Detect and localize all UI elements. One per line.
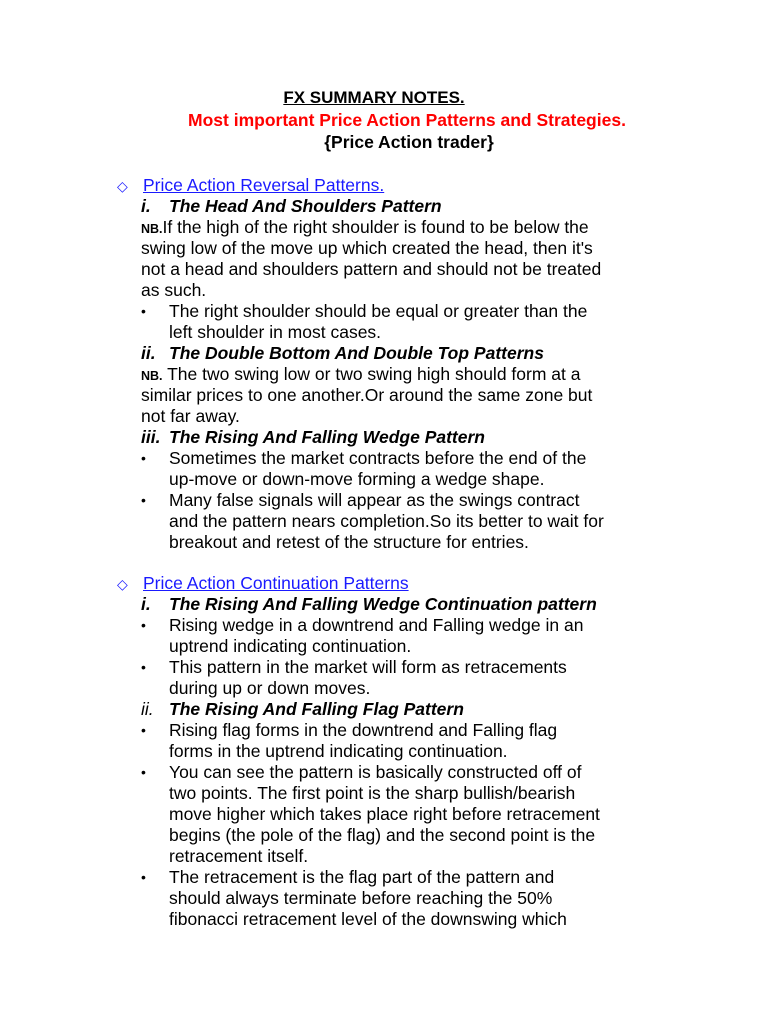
subheading-number: iii.	[141, 427, 161, 447]
bullet-dot-icon: •	[141, 617, 146, 633]
para-line: swing low of the move up which created the head, then it's	[141, 238, 593, 258]
bullet-line: This pattern in the market will form as retracements	[169, 657, 567, 677]
bullet-dot-icon: •	[141, 303, 146, 319]
para-line: not a head and shoulders pattern and should not be treated	[141, 259, 602, 279]
nb-label: NB.	[141, 369, 163, 383]
bullet-line: Many false signals will appear as the swings contract	[169, 490, 580, 510]
continuation-heading-link[interactable]: Price Action Continuation Patterns	[143, 573, 409, 593]
para-line: If the high of the right shoulder is found to be below the	[162, 217, 589, 237]
subheading-number: i.	[141, 594, 151, 614]
para-line: as such.	[141, 280, 207, 300]
bullet-line: move higher which takes place right before retracement	[169, 804, 600, 824]
para-line: The two swing low or two swing high should form at a	[162, 364, 581, 384]
subheading-title: The Double Bottom And Double Top Patterns	[169, 343, 544, 363]
bullet-line: The right shoulder should be equal or greater than the	[169, 301, 588, 321]
bullet-line: retracement itself.	[169, 846, 309, 866]
subheading-number: ii.	[141, 343, 156, 363]
bullet-dot-icon: •	[141, 869, 146, 885]
bullet-line: two points. The first point is the sharp bullish/bearish	[169, 783, 576, 803]
subheading-number: i.	[141, 196, 151, 216]
subheading-title: The Rising And Falling Wedge Pattern	[169, 427, 485, 447]
bullet-dot-icon: •	[141, 450, 146, 466]
section-continuation-heading	[117, 573, 409, 595]
subheading-double	[141, 343, 544, 364]
subheading-title: The Head And Shoulders Pattern	[169, 196, 442, 216]
diamond-bullet-icon: ◇	[117, 178, 128, 194]
bullet-line: breakout and retest of the structure for entries.	[169, 532, 529, 552]
bullet-line: uptrend indicating continuation.	[169, 636, 412, 656]
bullet-line: fibonacci retracement level of the downswing which	[169, 909, 567, 929]
para-line: similar prices to one another.Or around the same zone but	[141, 385, 593, 405]
bullet-line: and the pattern nears completion.So its better to wait for	[169, 511, 604, 531]
bullet-line: You can see the pattern is basically constructed off of	[169, 762, 582, 782]
subheading-flag	[141, 699, 464, 720]
bullet-line: begins (the pole of the flag) and the second point is the	[169, 825, 596, 845]
bullet-line: Rising wedge in a downtrend and Falling wedge in an	[169, 615, 584, 635]
reversal-heading-link[interactable]: Price Action Reversal Patterns.	[143, 175, 385, 195]
bullet-line: during up or down moves.	[169, 678, 371, 698]
nb-label: NB.	[141, 222, 163, 236]
section-reversal-heading	[117, 175, 384, 197]
subheading-wedge	[141, 427, 485, 448]
doc-author: {Price Action trader}	[324, 132, 494, 152]
bullet-dot-icon: •	[141, 764, 146, 780]
nb-paragraph	[141, 364, 580, 387]
bullet-line: Sometimes the market contracts before the end of the	[169, 448, 587, 468]
bullet-line: up-move or down-move forming a wedge shape.	[169, 469, 545, 489]
nb-paragraph	[141, 217, 589, 240]
subheading-head-shoulders	[141, 196, 442, 217]
para-line: not far away.	[141, 406, 240, 426]
doc-subtitle: Most important Price Action Patterns and Strategies.	[188, 110, 626, 130]
subheading-title: The Rising And Falling Flag Pattern	[169, 699, 464, 719]
diamond-bullet-icon: ◇	[117, 576, 128, 592]
subheading-number: ii.	[141, 699, 154, 719]
bullet-line: should always terminate before reaching the 50%	[169, 888, 553, 908]
bullet-line: The retracement is the flag part of the pattern and	[169, 867, 555, 887]
doc-title: FX SUMMARY NOTES.	[283, 88, 465, 107]
bullet-line: forms in the uptrend indicating continuation.	[169, 741, 508, 761]
bullet-line: Rising flag forms in the downtrend and Falling flag	[169, 720, 558, 740]
bullet-line: left shoulder in most cases.	[169, 322, 382, 342]
bullet-dot-icon: •	[141, 659, 146, 675]
bullet-dot-icon: •	[141, 492, 146, 508]
subheading-wedge-continuation	[141, 594, 597, 615]
bullet-dot-icon: •	[141, 722, 146, 738]
subheading-title: The Rising And Falling Wedge Continuation pattern	[169, 594, 597, 614]
